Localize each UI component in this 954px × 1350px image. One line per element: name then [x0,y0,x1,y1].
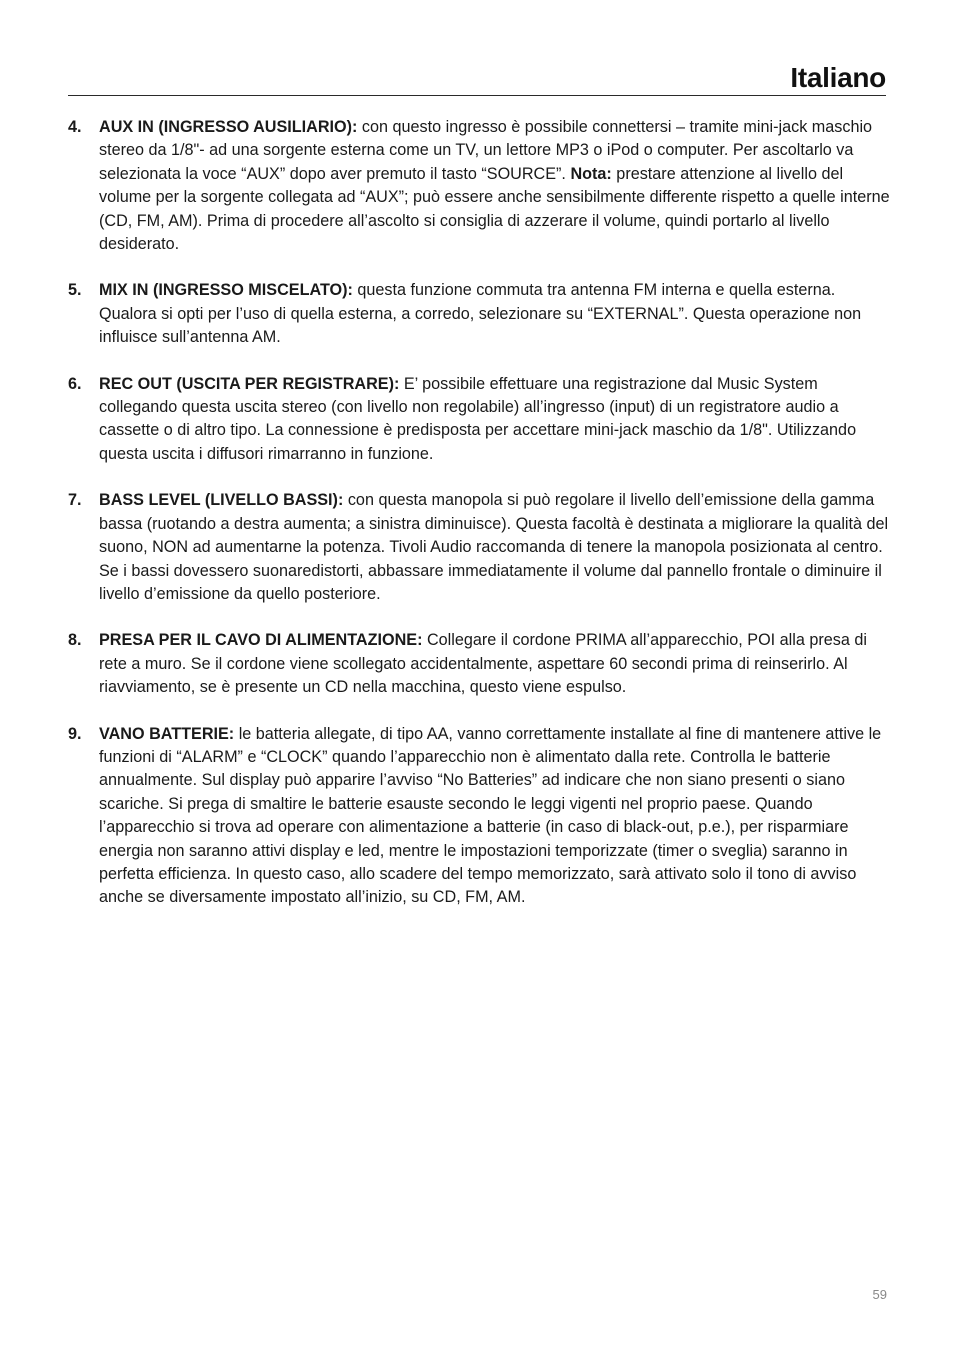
item-body [99,116,890,256]
list-item-9 [68,723,890,910]
item-number: 8. [68,631,82,650]
item-heading: VANO BATTERIE: [99,724,235,743]
item-heading: AUX IN (INGRESSO AUSILIARIO): [99,118,358,136]
list-item-8 [68,629,890,699]
note-text: prestare attenzione al livello del volume per la sorgente collegata ad “AUX”; può essere anche sensibilmente differente rispetto a quelle interne (CD, FM, AM). Prima di procedere all’ascolto si consiglia di azzerare il volume, quindi portarlo al livello desiderato. [99,164,890,254]
item-heading: MIX IN (INGRESSO MISCELATO): [99,281,353,300]
item-text: con questo ingresso è possibile connettersi – tramite mini-jack maschio stereo da 1/8"- ad una sorgente esterna come un TV, un lettore MP3 o iPod o computer. Per ascoltarlo va selezionata la voce “AUX” dopo aver premuto il tasto “SOURCE”. [99,118,873,183]
item-number: 6. [68,374,82,393]
list-item-4 [68,116,890,256]
item-text: E’ possibile effettuare una registrazione dal Music System collegando questa uscita stereo (con livello non regolabile) all’ingresso (input) di un registratore audio a cassette o di altro tipo. La connessione è predisposta per accettare mini-jack maschio da 1/8". Utilizzando questa uscita i diffusori rimarranno in funzione. [99,374,857,463]
item-number: 5. [68,281,82,300]
item-heading: PRESA PER IL CAVO DI ALIMENTAZIONE: [99,631,423,650]
item-heading: BASS LEVEL (LIVELLO BASSI): [99,491,344,510]
item-number: 9. [68,724,82,743]
page-header [68,56,886,96]
instruction-list [68,116,890,933]
item-heading: REC OUT (USCITA PER REGISTRARE): [99,374,400,393]
list-item-6 [68,373,890,467]
list-item-5 [68,279,890,349]
item-body [99,489,890,606]
item-number: 4. [68,118,82,136]
item-text: Collegare il cordone PRIMA all’apparecchio, POI alla presa di rete a muro. Se il cordone viene scollegato accidentalmente, aspettare 60 secondi prima di reinserirlo. Al riavviamento, se è presente un CD nella macchina, questo viene espulso. [99,631,867,697]
page-number: 59 [872,1287,887,1302]
item-text: questa funzione commuta tra antenna FM interna e quella esterna. Qualora si opti per l’uso di quella esterna, a corredo, selezionare su “EXTERNAL”. Questa operazione non influisce sull’antenna AM. [99,281,862,347]
item-body [99,279,890,349]
item-text: le batteria allegate, di tipo AA, vanno correttamente installate al fine di mantenere attive le funzioni di “ALARM” e “CLOCK” quando l’apparecchio non è alimentato dalla rete. Controlla le batterie annualmente. Sul display può apparire l’avviso “No Batteries” ad indicare che non siano presenti o siano scariche. Si prega di smaltire le batterie esauste secondo le leggi vigenti nel proprio paese. Quando l’apparecchio si trova ad operare con alimentazione a batterie (in caso di black-out, p.e.), per risparmiare energia non saranno attivi display e led, mentre le impostazioni temporizzate (timer o sveglia) saranno in perfetta efficienza. In questo caso, allo scadere del tempo memorizzato, sarà attivato solo il tono di avviso anche se diversamente impostato all’inizio, su CD, FM, AM. [99,724,882,907]
item-body [99,629,890,699]
item-body [99,373,890,467]
item-text: con questa manopola si può regolare il livello dell’emissione della gamma bassa (ruotando a destra aumenta; a sinistra diminuisce). Questa facoltà è destinata a migliorare la qualità del suono, NON ad aumentarne la potenza. Tivoli Audio raccomanda di tenere la manopola posizionata al centro. Se i bassi dovessero suonaredistorti, abbassare immediatamente il volume dal pannello frontale o diminuire il livello d’emissione da quello posteriore. [99,491,889,603]
note-label: Nota: [570,164,612,183]
list-item-7 [68,489,890,606]
item-number: 7. [68,491,82,510]
page-title: Italiano [790,62,886,93]
item-body [99,723,890,910]
